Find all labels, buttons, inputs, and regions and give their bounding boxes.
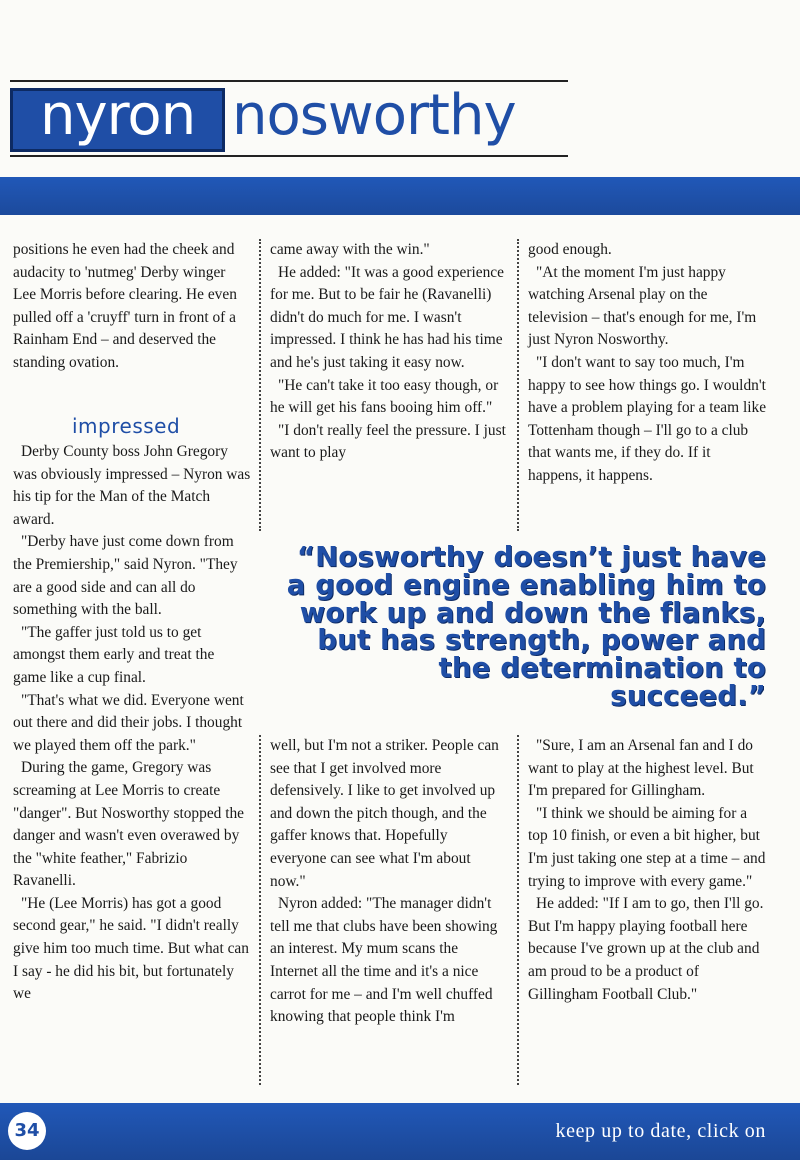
article-column-1-bottom <box>13 441 251 1006</box>
title-last-name: nosworthy <box>232 83 516 148</box>
title-first-name: nyron <box>40 83 196 148</box>
paragraph: came away with the win." <box>270 241 430 258</box>
paragraph: "He can't take it too easy though, or he will get his fans booing him off." <box>270 376 499 417</box>
section-subhead: impressed <box>72 414 181 438</box>
article-column-2-bottom <box>270 735 506 1029</box>
paragraph: "He (Lee Morris) has got a good second gear," he said. "I didn't really give him too much time. But what can I say - he did his bit, but fortunately we <box>13 894 249 1003</box>
paragraph: "The gaffer just told us to get amongst them early and treat the game like a cup final. <box>13 623 215 686</box>
paragraph: "I think we should be aiming for a top 10 finish, or even a bit higher, but I'm just taking one step at a time – and trying to improve with every game." <box>528 804 766 890</box>
paragraph: He added: "If I am to go, then I'll go. But I'm happy playing football here because I've grown up at the club and am proud to be a product of Gillingham Football Club." <box>528 895 764 1003</box>
column-divider <box>259 735 261 1085</box>
paragraph: "That's what we did. Everyone went out there and did their jobs. I thought we played them off the park." <box>13 691 244 754</box>
paragraph: "I don't want to say too much, I'm happy to see how things go. I wouldn't have a problem playing for a team like Tottenham though – I'll go to a club that wants me, if they do. If it happens, it happens. <box>528 353 767 484</box>
article-column-1-top <box>13 239 251 375</box>
paragraph: "I don't really feel the pressure. I just want to play <box>270 421 506 462</box>
paragraph: He added: "It was a good experience for me. But to be fair he (Ravanelli) didn't do much for me. I wasn't impressed. I think he has had his time and he's just taking it easy now. <box>270 263 504 371</box>
paragraph: "At the moment I'm just happy watching Arsenal play on the television – that's enough for me, I'm just Nyron Nosworthy. <box>528 263 757 349</box>
paragraph: Nyron added: "The manager didn't tell me that clubs have been showing an interest. My mum scans the Internet all the time and it's a nice carrot for me – and I'm well chuffed knowing that people think I'm <box>270 895 498 1026</box>
title-bottom-rule <box>10 155 568 157</box>
paragraph: During the game, Gregory was screaming at Lee Morris to create "danger". But Nosworthy stopped the danger and wasn't even overawed by the "white feather," Fabrizio Ravanelli. <box>13 759 244 890</box>
paragraph: Derby County boss John Gregory was obviously impressed – Nyron was his tip for the Man of the Match award. <box>13 443 251 528</box>
column-divider <box>259 239 261 531</box>
pull-quote: “Nosworthy doesn’t just have a good engine enabling him to work up and down the flanks, but has strength, power and the determination to succeed.” <box>286 541 766 712</box>
article-column-3-top <box>528 239 768 488</box>
paragraph: well, but I'm not a striker. People can see that I get involved more defensively. I like to get involved up and down the pitch though, and the gaffer knows that. Hopefully everyone can see what I'm about now." <box>270 737 499 890</box>
paragraph: good enough. <box>528 241 612 258</box>
paragraph: "Sure, I am an Arsenal fan and I do want to play at the highest level. But I'm prepared for Gillingham. <box>528 737 754 800</box>
column-divider <box>517 239 519 531</box>
title-top-rule <box>10 80 568 82</box>
header-band <box>0 177 800 215</box>
article-column-2-top <box>270 239 506 465</box>
paragraph: "Derby have just come down from the Premiership," said Nyron. "They are a good side and can all do something with the ball. <box>13 533 238 619</box>
footer-band <box>0 1103 800 1160</box>
column-divider <box>517 735 519 1085</box>
footer-tagline: keep up to date, click on <box>555 1120 766 1142</box>
page-number-badge: 34 <box>8 1112 46 1150</box>
paragraph: positions he even had the cheek and audacity to 'nutmeg' Derby winger Lee Morris before clearing. He even pulled off a 'cruyff' turn in front of a Rainham End – and deserved the standing ovation. <box>13 241 237 371</box>
article-column-3-bottom <box>528 735 768 1006</box>
